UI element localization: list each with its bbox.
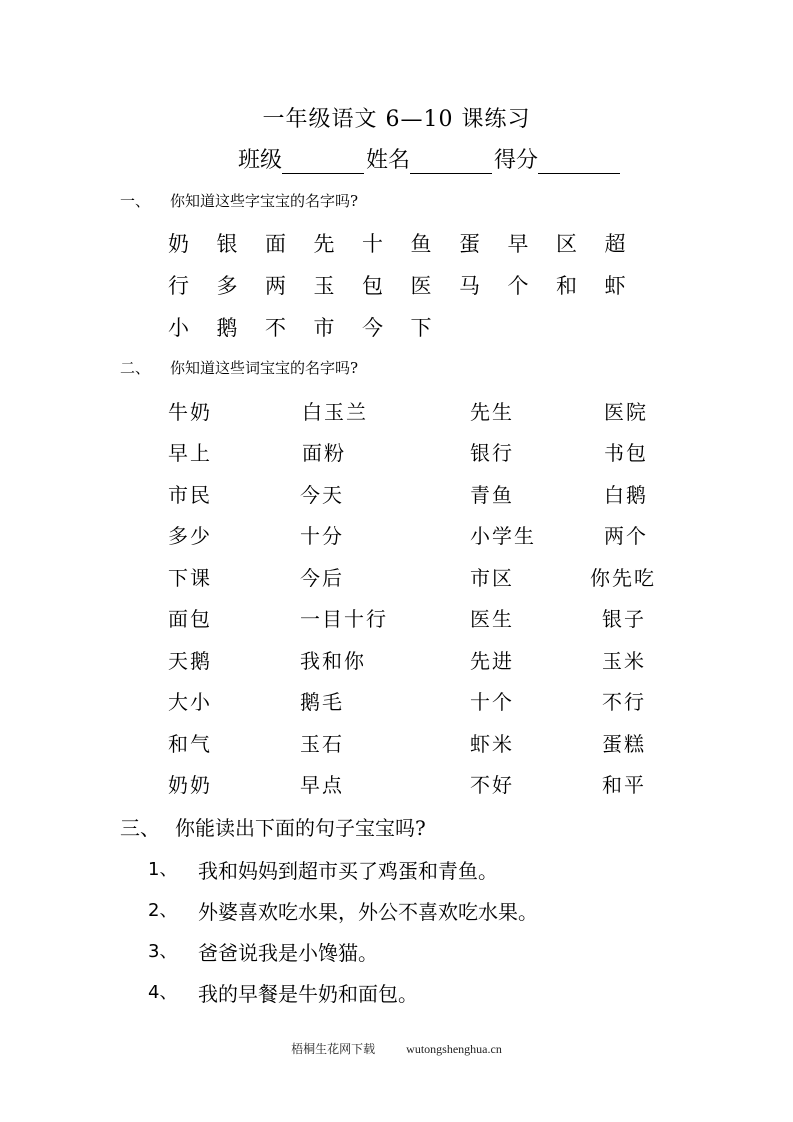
class-blank[interactable]	[282, 147, 364, 174]
word: 玉米	[602, 649, 646, 673]
char: 早	[507, 232, 529, 256]
char: 两	[265, 274, 286, 298]
section-title: 你能读出下面的句子宝宝吗?	[175, 816, 426, 840]
word: 奶奶	[168, 773, 212, 797]
char: 市	[313, 316, 335, 340]
footer	[0, 1040, 793, 1057]
char: 多	[216, 274, 238, 298]
sentence	[148, 978, 418, 1007]
sentence-number: 3、	[148, 941, 178, 962]
word-row	[168, 520, 688, 550]
section-number: 一、	[120, 192, 151, 210]
section-title: 你知道这些字宝宝的名字吗?	[170, 192, 359, 210]
score-blank[interactable]	[538, 147, 620, 174]
word: 医院	[604, 400, 648, 424]
page-title: 一年级语文 6—10 课练习	[262, 107, 531, 132]
student-info-row	[238, 143, 622, 174]
char: 医	[410, 274, 432, 298]
word-row	[168, 769, 688, 799]
sentence-text: 外婆喜欢吃水果，外公不喜欢吃水果。	[198, 900, 538, 924]
char: 今	[362, 316, 383, 340]
word: 银行	[470, 441, 514, 465]
word-row	[168, 437, 688, 467]
word: 今后	[300, 566, 344, 590]
word: 早上	[168, 441, 212, 465]
word: 鹅毛	[300, 690, 344, 714]
class-label: 班级	[238, 148, 283, 173]
word: 银子	[602, 607, 646, 631]
section3-heading	[120, 812, 426, 841]
word: 今天	[300, 483, 344, 507]
word: 白鹅	[604, 483, 648, 507]
word-row	[168, 645, 688, 675]
section1-heading	[120, 190, 358, 211]
footer-site-name: 梧桐生花网下载	[291, 1042, 376, 1056]
char: 小	[168, 316, 189, 340]
word-row	[168, 479, 688, 509]
char: 下	[410, 316, 432, 340]
word: 青鱼	[470, 483, 514, 507]
char: 鱼	[410, 232, 432, 256]
section-number: 三、	[120, 816, 160, 840]
word: 小学生	[470, 524, 536, 548]
word: 白玉兰	[302, 400, 368, 424]
char: 马	[459, 274, 480, 298]
sentence-text: 爸爸说我是小馋猫。	[198, 941, 378, 965]
char: 先	[313, 232, 335, 256]
word: 医生	[470, 607, 514, 631]
char: 虾	[604, 274, 626, 298]
word-row	[168, 603, 688, 633]
sentence	[148, 937, 378, 966]
word: 面粉	[302, 441, 346, 465]
word: 我和你	[300, 649, 366, 673]
sentence-number: 2、	[148, 900, 178, 921]
char: 蛋	[459, 232, 480, 256]
word-row	[168, 562, 688, 592]
word: 书包	[604, 441, 648, 465]
char: 超	[604, 232, 626, 256]
footer-url[interactable]: wutongshenghua.cn	[406, 1042, 502, 1056]
char: 行	[168, 274, 189, 298]
sentence-number: 1、	[148, 859, 178, 880]
word: 不好	[470, 773, 514, 797]
word: 和气	[168, 732, 212, 756]
word-row	[168, 396, 688, 426]
char-row	[168, 228, 653, 258]
score-label: 得分	[494, 148, 539, 173]
word: 你先吃	[590, 566, 656, 590]
section2-heading	[120, 357, 358, 378]
word: 不行	[602, 690, 646, 714]
word: 早点	[300, 773, 344, 797]
name-blank[interactable]	[410, 147, 492, 174]
char: 十	[362, 232, 383, 256]
char: 不	[265, 316, 286, 340]
sentence	[148, 896, 538, 925]
char: 包	[362, 274, 383, 298]
word: 十分	[300, 524, 344, 548]
char-row	[168, 312, 459, 342]
section-number: 二、	[120, 359, 151, 377]
sentence-text: 我的早餐是牛奶和面包。	[198, 982, 418, 1006]
word: 大小	[168, 690, 212, 714]
word: 市民	[168, 483, 212, 507]
word: 下课	[168, 566, 212, 590]
name-label: 姓名	[366, 148, 411, 173]
sentence-number: 4、	[148, 982, 178, 1003]
char: 面	[265, 232, 286, 256]
char: 奶	[168, 232, 189, 256]
word: 先进	[470, 649, 514, 673]
char: 鹅	[216, 316, 238, 340]
word: 天鹅	[168, 649, 212, 673]
sentence-text: 我和妈妈到超市买了鸡蛋和青鱼。	[198, 859, 498, 883]
word: 先生	[470, 400, 514, 424]
word: 蛋糕	[602, 732, 646, 756]
section-title: 你知道这些词宝宝的名字吗?	[170, 359, 359, 377]
char: 个	[507, 274, 529, 298]
word: 两个	[604, 524, 648, 548]
word: 十个	[470, 690, 514, 714]
word: 牛奶	[168, 400, 212, 424]
word: 市区	[470, 566, 514, 590]
char-row	[168, 270, 653, 300]
word: 一目十行	[300, 607, 388, 631]
char: 银	[216, 232, 238, 256]
word-row	[168, 728, 688, 758]
word: 和平	[602, 773, 646, 797]
word: 玉石	[300, 732, 344, 756]
word: 虾米	[470, 732, 514, 756]
char: 和	[556, 274, 577, 298]
word: 多少	[168, 524, 212, 548]
word-row	[168, 686, 688, 716]
char: 玉	[313, 274, 335, 298]
sentence	[148, 855, 498, 884]
word: 面包	[168, 607, 212, 631]
char: 区	[556, 232, 577, 256]
